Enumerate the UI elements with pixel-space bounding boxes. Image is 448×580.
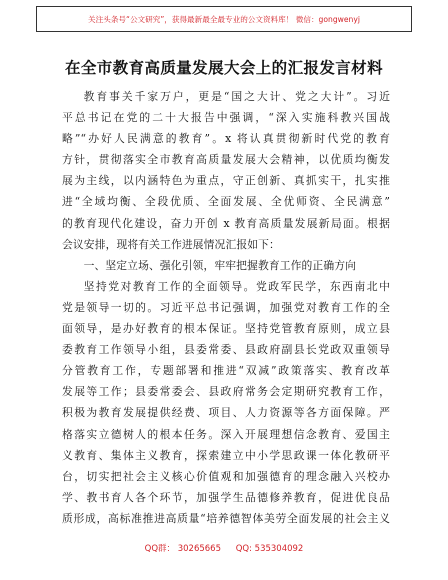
paragraph-line: 的教育现代化建设，奋力开创 x 教育高质量发展新局面。根据 [62,216,390,230]
paragraph-line: 坚持党对教育工作的全面领导。党政军民学，东西南北中 [83,279,390,293]
paragraph-line: 委教育工作领导小组，县委常委、县政府副县长党政双重领导 [62,343,390,357]
paragraph-line: 学、教书育人各个环节，加强学生品德修养教育，促进优良品 [62,490,390,504]
promo-banner [36,6,412,32]
contact-footer [0,542,448,554]
paragraph-line: 面领导，是办好教育的根本保证。坚持党管教育原则，成立县 [62,322,390,336]
paragraph-line: 展为主线，以内涵特色为重点，守正创新、真抓实干，扎实推 [62,174,390,188]
paragraph-line: 积极为教育发展提供经费、项目、人力资源等各方面保障。严 [62,406,390,420]
paragraph-line: 教育事关千家万户，更是“国之大计、党之大计”。习近 [83,90,390,103]
promo-banner-text: 关注头条号“公文研究”，获得最新最全最专业的公文资料库！ 微信：gongwenyj [88,14,360,24]
paragraph-line: 质形成，高标准推进高质量“培养德智体美劳全面发展的社会主义 [62,511,390,525]
paragraph-line: 台，切实把社会主义核心价值观和加强德育的理念融入兴校办 [62,469,390,483]
paragraph-line: 略”“办好人民满意的教育”。x 将认真贯彻新时代党的教育 [62,132,390,146]
paragraph-line: 发展等工作；县委常委会、县政府常务会定期研究教育工作， [62,385,390,399]
paragraph-line: 方针，贯彻落实全市教育高质量发展大会精神，以优质均衡发 [62,153,390,167]
paragraph-line: 义教育、集体主义教育，探索建立中小学思政课一体化教研平 [62,448,390,462]
document-title: 在全市教育高质量发展大会上的汇报发言材料 [64,59,383,77]
paragraph-line: 分管教育工作，专题部署和推进“双减”政策落实、教育改革 [62,364,390,378]
paragraph-line: 党是领导一切的。习近平总书记强调，加强党对教育工作的全 [62,300,390,314]
document-body [62,86,390,529]
paragraph-line: 格落实立德树人的根本任务。深入开展理想信念教育、爱国主 [62,427,390,441]
paragraph-line: 平总书记在党的二十大报告中强调，“深入实施科教兴国战 [62,111,390,125]
paragraph-line: 会议安排，现将有关工作进展情况汇报如下： [62,237,280,251]
section-heading: 一、坚定立场、强化引领，牢牢把握教育工作的正确方向 [83,258,357,272]
qq-group-text: QQ群： 30265665 [144,544,222,554]
qq-text: QQ: 535304092 [235,544,304,554]
paragraph-line: 进“全域均衡、全段优质、全面发展、全优师资、全民满意” [62,195,390,209]
